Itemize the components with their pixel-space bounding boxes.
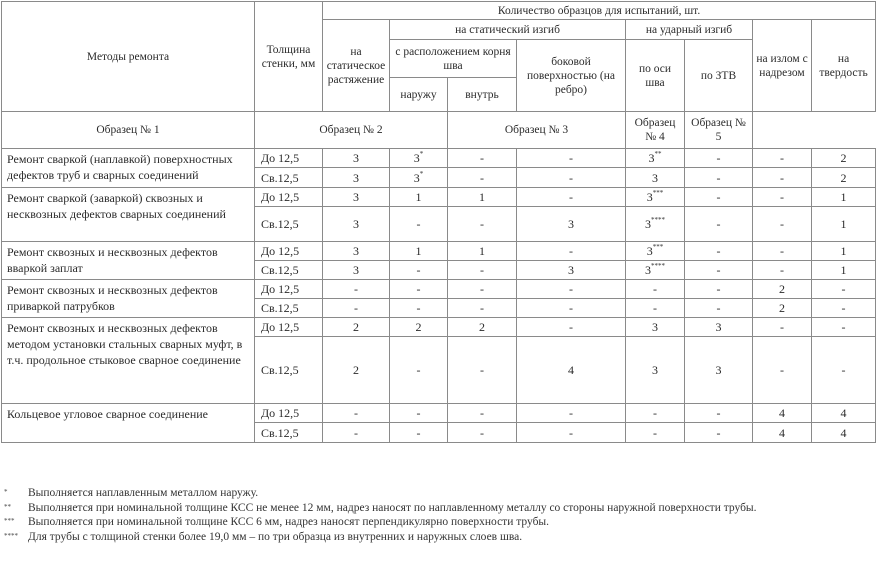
count-impact-haz xyxy=(685,404,753,423)
count-hardness xyxy=(812,337,876,404)
count-value: 4 xyxy=(779,406,785,420)
count-tensile xyxy=(323,423,390,443)
count-notch-fracture xyxy=(753,280,812,299)
count-value: - xyxy=(354,406,358,420)
count-bend-side xyxy=(517,261,626,280)
count-value: - xyxy=(716,244,721,258)
count-value: - xyxy=(416,406,421,420)
count-value: - xyxy=(716,425,721,440)
header-side-surface: боковой поверхностью (на ребро) xyxy=(517,40,626,112)
wall-thickness: До 12,5 xyxy=(255,318,323,337)
count-impact-axis xyxy=(626,207,685,242)
count-impact-axis xyxy=(626,337,685,404)
count-value: - xyxy=(653,406,657,420)
count-impact-haz xyxy=(685,299,753,318)
count-bend-outside xyxy=(390,280,448,299)
footnotes xyxy=(4,486,874,544)
count-value: 2 xyxy=(353,363,359,377)
count-value: 3 xyxy=(353,190,359,204)
count-bend-side xyxy=(517,299,626,318)
table-row xyxy=(2,404,876,423)
count-value: 3 xyxy=(652,363,658,377)
count-value: - xyxy=(841,282,846,296)
count-value: - xyxy=(354,282,358,296)
count-tensile xyxy=(323,404,390,423)
count-impact-axis xyxy=(626,149,685,168)
table-row xyxy=(2,149,876,168)
footnote-text: Выполняется при номинальной толщине КСС 6 мм, надрез наносят перпендикулярно поверхности трубы. xyxy=(28,516,550,528)
count-value: 4 xyxy=(568,363,574,377)
count-hardness xyxy=(812,299,876,318)
header-sample-4: Образец № 4 xyxy=(626,112,685,149)
count-value: - xyxy=(416,363,421,377)
count-impact-axis xyxy=(626,242,685,261)
count-bend-inside xyxy=(448,404,517,423)
count-value: - xyxy=(841,363,846,377)
wall-thickness: До 12,5 xyxy=(255,149,323,168)
count-notch-fracture xyxy=(753,261,812,280)
count-value: - xyxy=(780,217,784,231)
count-tensile xyxy=(323,280,390,299)
count-bend-side xyxy=(517,337,626,404)
count-value: 1 xyxy=(479,190,485,204)
count-hardness xyxy=(812,404,876,423)
count-value: - xyxy=(841,301,846,315)
count-impact-haz xyxy=(685,242,753,261)
table-row xyxy=(2,242,876,261)
count-value: 3 xyxy=(645,217,651,231)
footnote-mark: **** xyxy=(651,262,665,270)
count-value: - xyxy=(780,151,784,165)
count-value: 1 xyxy=(415,244,422,258)
count-hardness xyxy=(812,423,876,443)
header-inside: внутрь xyxy=(448,78,517,112)
count-value: 2 xyxy=(353,320,359,334)
count-value: - xyxy=(480,425,484,440)
count-value: - xyxy=(569,425,573,440)
repair-method: Ремонт сваркой (наплавкой) поверхностных дефектов труб и сварных соединений xyxy=(2,149,255,188)
count-value: 3 xyxy=(648,151,655,165)
footnote-mark: **** xyxy=(651,216,665,224)
count-value: 3 xyxy=(652,320,658,334)
header-sample-count: Количество образцов для испытаний, шт. xyxy=(323,2,876,20)
count-bend-inside xyxy=(448,337,517,404)
count-bend-outside xyxy=(390,242,448,261)
count-hardness xyxy=(812,280,876,299)
count-tensile xyxy=(323,188,390,207)
count-bend-inside xyxy=(448,299,517,318)
header-outside: наружу xyxy=(390,78,448,112)
count-value: - xyxy=(569,320,573,334)
footnote xyxy=(4,515,874,530)
count-bend-side xyxy=(517,168,626,188)
count-hardness xyxy=(812,318,876,337)
footnote-mark: ** xyxy=(654,150,662,158)
footnote-mark: ** xyxy=(4,502,11,511)
count-notch-fracture xyxy=(753,337,812,404)
header-notch-fracture: на излом с надрезом xyxy=(753,20,812,112)
count-value: - xyxy=(716,151,721,165)
count-value: - xyxy=(480,263,484,277)
count-tensile xyxy=(323,242,390,261)
count-tensile xyxy=(323,299,390,318)
count-tensile xyxy=(323,337,390,404)
count-bend-outside xyxy=(390,404,448,423)
count-value: - xyxy=(716,282,721,296)
count-impact-haz xyxy=(685,423,753,443)
count-impact-axis xyxy=(626,261,685,280)
count-hardness xyxy=(812,242,876,261)
count-value: 3 xyxy=(568,217,574,231)
count-value: - xyxy=(653,425,657,440)
test-specimens-table xyxy=(1,1,876,443)
count-tensile xyxy=(323,261,390,280)
count-value: 3 xyxy=(353,151,359,165)
count-value: 3 xyxy=(652,170,658,185)
count-value: - xyxy=(716,170,721,185)
header-sample-1: Образец № 1 xyxy=(2,112,255,149)
count-bend-side xyxy=(517,242,626,261)
count-value: - xyxy=(780,190,784,204)
header-static-bend: на статический изгиб xyxy=(390,20,626,40)
count-value: 3 xyxy=(715,320,722,334)
count-notch-fracture xyxy=(753,242,812,261)
count-value: - xyxy=(416,263,421,277)
footnote-text: Для трубы с толщиной стенки более 19,0 мм – по три образца из внутренних и наружных слоев шва. xyxy=(28,530,523,543)
count-notch-fracture xyxy=(753,404,812,423)
count-impact-haz xyxy=(685,261,753,280)
count-bend-outside xyxy=(390,299,448,318)
wall-thickness: До 12,5 xyxy=(255,188,323,207)
table-row xyxy=(2,188,876,207)
count-value: - xyxy=(480,170,484,185)
count-notch-fracture xyxy=(753,188,812,207)
count-value: - xyxy=(354,425,358,440)
header-sample-2: Образец № 2 xyxy=(255,112,448,149)
count-tensile xyxy=(323,168,390,188)
repair-method: Ремонт сваркой (заваркой) сквозных и несквозных дефектов сварных соединений xyxy=(2,188,255,242)
wall-thickness: Св.12,5 xyxy=(255,423,323,443)
count-hardness xyxy=(812,188,876,207)
count-bend-inside xyxy=(448,168,517,188)
count-bend-outside xyxy=(390,337,448,404)
count-value: - xyxy=(716,301,721,315)
count-value: 2 xyxy=(479,320,485,334)
count-impact-haz xyxy=(685,188,753,207)
count-value: 3 xyxy=(413,151,420,165)
footnote-text: Выполняется при номинальной толщине КСС не менее 12 мм, надрез наносят по наплавленному металлу со стороны наружной поверхности трубы. xyxy=(28,501,757,514)
wall-thickness: Св.12,5 xyxy=(255,299,323,318)
count-bend-outside xyxy=(390,149,448,168)
count-impact-axis xyxy=(626,280,685,299)
count-hardness xyxy=(812,207,876,242)
footnote-text: Выполняется наплавленным металлом наружу. xyxy=(28,487,259,499)
count-value: 3 xyxy=(568,263,574,277)
count-value: 3 xyxy=(353,263,359,277)
count-value: 1 xyxy=(840,244,847,258)
repair-method: Кольцевое угловое сварное соединение xyxy=(2,404,255,443)
count-impact-haz xyxy=(685,337,753,404)
count-value: 3 xyxy=(353,217,359,231)
count-bend-outside xyxy=(390,423,448,443)
header-haz: по ЗТВ xyxy=(685,40,753,112)
count-notch-fracture xyxy=(753,149,812,168)
header-hardness: на твердость xyxy=(812,20,876,112)
count-bend-side xyxy=(517,149,626,168)
header-root-position: с расположением корня шва xyxy=(390,40,517,78)
count-bend-side xyxy=(517,423,626,443)
wall-thickness: Св.12,5 xyxy=(255,337,323,404)
count-bend-outside xyxy=(390,207,448,242)
header-weld-axis: по оси шва xyxy=(626,40,685,112)
count-bend-side xyxy=(517,404,626,423)
count-notch-fracture xyxy=(753,299,812,318)
count-impact-haz xyxy=(685,168,753,188)
footnote-mark: * xyxy=(419,150,424,158)
count-impact-axis xyxy=(626,318,685,337)
count-value: - xyxy=(480,301,484,315)
footnote-mark: *** xyxy=(4,517,15,525)
wall-thickness: Св.12,5 xyxy=(255,207,323,242)
count-value: - xyxy=(569,244,573,258)
footnote xyxy=(4,530,874,545)
wall-thickness: Св.12,5 xyxy=(255,261,323,280)
count-value: - xyxy=(416,425,421,440)
count-bend-outside xyxy=(390,188,448,207)
footnote xyxy=(4,501,874,516)
count-value: - xyxy=(480,363,484,377)
count-value: 4 xyxy=(840,406,847,420)
count-value: - xyxy=(653,282,657,296)
count-value: - xyxy=(841,320,846,334)
count-bend-outside xyxy=(390,318,448,337)
count-value: 3 xyxy=(353,244,359,258)
repair-method: Ремонт сквозных и несквозных дефектов вваркой заплат xyxy=(2,242,255,280)
count-value: - xyxy=(716,217,721,231)
count-value: - xyxy=(569,406,573,420)
count-bend-side xyxy=(517,318,626,337)
count-value: 1 xyxy=(840,263,847,277)
count-bend-inside xyxy=(448,188,517,207)
count-value: - xyxy=(653,301,657,315)
count-notch-fracture xyxy=(753,423,812,443)
count-value: - xyxy=(416,217,421,231)
count-value: - xyxy=(480,406,484,420)
header-sample-3: Образец № 3 xyxy=(448,112,626,149)
count-notch-fracture xyxy=(753,207,812,242)
count-value: 2 xyxy=(840,170,847,185)
count-value: 2 xyxy=(779,301,785,315)
count-bend-inside xyxy=(448,242,517,261)
header-tensile: на статическое растяжение xyxy=(323,20,390,112)
count-impact-axis xyxy=(626,299,685,318)
footnote-mark: * xyxy=(4,488,8,496)
count-value: - xyxy=(716,190,721,204)
count-value: - xyxy=(780,170,784,185)
count-bend-side xyxy=(517,188,626,207)
count-value: 1 xyxy=(840,217,847,231)
count-value: - xyxy=(716,406,721,420)
count-value: - xyxy=(569,151,573,165)
wall-thickness: Св.12,5 xyxy=(255,168,323,188)
header-impact-bend: на ударный изгиб xyxy=(626,20,753,40)
count-value: - xyxy=(716,263,721,277)
footnote xyxy=(4,486,874,501)
count-value: 3 xyxy=(353,170,359,185)
count-bend-inside xyxy=(448,207,517,242)
count-value: - xyxy=(780,320,784,334)
repair-method: Ремонт сквозных и несквозных дефектов методом установки стальных сварных муфт, в т.ч. продольное стыковое сварное соединение xyxy=(2,318,255,404)
count-value: - xyxy=(569,301,573,315)
header-methods: Методы ремонта xyxy=(2,2,255,112)
footnote-mark: *** xyxy=(652,243,664,251)
count-bend-outside xyxy=(390,261,448,280)
count-hardness xyxy=(812,149,876,168)
count-impact-axis xyxy=(626,168,685,188)
count-value: - xyxy=(480,217,484,231)
footnote-mark: *** xyxy=(652,189,664,197)
count-value: 4 xyxy=(840,425,847,440)
count-notch-fracture xyxy=(753,318,812,337)
count-value: 3 xyxy=(646,244,653,258)
count-value: 3 xyxy=(645,263,651,277)
count-bend-inside xyxy=(448,261,517,280)
footnote-mark: **** xyxy=(4,531,18,540)
count-value: - xyxy=(569,282,573,296)
count-value: 2 xyxy=(840,151,847,165)
count-impact-axis xyxy=(626,404,685,423)
count-hardness xyxy=(812,168,876,188)
count-impact-axis xyxy=(626,423,685,443)
count-value: - xyxy=(354,301,358,315)
count-hardness xyxy=(812,261,876,280)
count-value: - xyxy=(569,190,573,204)
repair-method: Ремонт сквозных и несквозных дефектов приваркой патрубков xyxy=(2,280,255,318)
count-bend-outside xyxy=(390,168,448,188)
header-thickness: Толщина стенки, мм xyxy=(255,2,323,112)
count-value: - xyxy=(416,301,421,315)
count-bend-inside xyxy=(448,318,517,337)
count-impact-axis xyxy=(626,188,685,207)
count-value: - xyxy=(480,151,484,165)
count-value: 3 xyxy=(715,363,722,377)
count-impact-haz xyxy=(685,207,753,242)
count-value: - xyxy=(416,282,421,296)
count-value: 2 xyxy=(415,320,422,334)
table-row xyxy=(2,318,876,337)
count-value: 1 xyxy=(840,190,847,204)
count-value: 1 xyxy=(479,244,485,258)
wall-thickness: До 12,5 xyxy=(255,280,323,299)
count-tensile xyxy=(323,149,390,168)
header-sample-5: Образец № 5 xyxy=(685,112,753,149)
count-value: - xyxy=(780,363,784,377)
count-value: 2 xyxy=(779,282,785,296)
count-value: - xyxy=(780,244,784,258)
count-impact-haz xyxy=(685,149,753,168)
wall-thickness: До 12,5 xyxy=(255,242,323,261)
count-bend-side xyxy=(517,280,626,299)
footnote-mark: * xyxy=(419,169,424,178)
count-impact-haz xyxy=(685,318,753,337)
count-value: - xyxy=(480,282,484,296)
count-notch-fracture xyxy=(753,168,812,188)
count-tensile xyxy=(323,207,390,242)
count-value: - xyxy=(780,263,784,277)
count-value: - xyxy=(569,170,573,185)
count-bend-inside xyxy=(448,423,517,443)
wall-thickness: До 12,5 xyxy=(255,404,323,423)
count-tensile xyxy=(323,318,390,337)
count-value: 4 xyxy=(779,425,785,440)
count-bend-inside xyxy=(448,149,517,168)
count-value: 3 xyxy=(646,190,653,204)
table-row xyxy=(2,280,876,299)
count-bend-side xyxy=(517,207,626,242)
count-value: 1 xyxy=(415,190,422,204)
count-bend-inside xyxy=(448,280,517,299)
count-impact-haz xyxy=(685,280,753,299)
count-value: 3 xyxy=(413,170,420,185)
